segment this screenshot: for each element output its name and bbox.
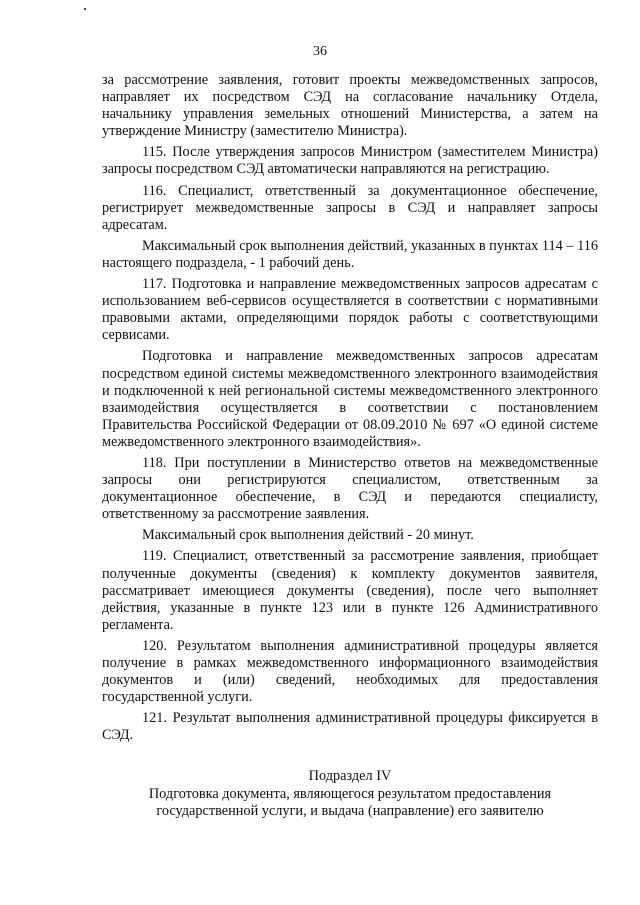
- paragraph-117-continued: Подготовка и направление межведомственных запросов адресатам посредством единой системы межведомственного электронного взаимодействия и подключенной к ней региональной системы межведомственного электронного взаимодействия осуществляется в соответствии с постановлением Правительства Российской Федерации от 08.09.2010 № 697 «О единой системе межведомственного электронного взаимодействия».: [102, 348, 598, 450]
- section-title-line-2: государственной услуги, и выдача (направление) его заявителю: [156, 803, 544, 819]
- scan-speck: [84, 8, 86, 10]
- paragraph-117: 117. Подготовка и направление межведомственных запросов адресатам с использованием веб-сервисов осуществляется в соответствии с нормативными правовыми актами, определяющими порядок работы с соответствующими сервисами.: [102, 276, 598, 344]
- page-number: 36: [313, 44, 327, 59]
- paragraph-115: 115. После утверждения запросов Министром (заместителем Министра) запросы посредством СЭД автоматически направляются на регистрацию.: [102, 144, 598, 178]
- section-title-line-1: Подготовка документа, являющегося результатом предоставления: [148, 785, 552, 802]
- paragraph-deadline-114-116: Максимальный срок выполнения действий, указанных в пунктах 114 – 116 настоящего подраздела, - 1 рабочий день.: [102, 237, 598, 271]
- paragraph-120: 120. Результатом выполнения административной процедуры является получение в рамках межведомственного информационного взаимодействия документов и (или) сведений, необходимых для предоставления государственной услуги.: [102, 637, 598, 706]
- document-body: [102, 72, 598, 748]
- section-heading-block: [102, 768, 598, 821]
- section-heading: Подраздел IV: [308, 768, 392, 784]
- paragraph-121: 121. Результат выполнения административной процедуры фиксируется в СЭД.: [102, 710, 598, 744]
- paragraph-116: 116. Специалист, ответственный за документационное обеспечение, регистрирует межведомственные запросы в СЭД и направляет запросы адресатам.: [102, 182, 598, 233]
- paragraph-deadline-20-min: Максимальный срок выполнения действий - 20 минут.: [142, 527, 474, 544]
- paragraph-119: 119. Специалист, ответственный за рассмотрение заявления, приобщает полученные документы (сведения) к комплекту документов заявителя, рассматривает имеющиеся документы (сведения), после чего выполняет действия, указанные в пункте 123 или в пункте 126 Административного регламента.: [102, 548, 598, 633]
- paragraph-118: 118. При поступлении в Министерство ответов на межведомственные запросы они регистрируются специалистом, ответственным за документационное обеспечение, в СЭД и передаются специалисту, ответственному за рассмотрение заявления.: [102, 454, 598, 523]
- paragraph: за рассмотрение заявления, готовит проекты межведомственных запросов, направляет их посредством СЭД на согласование начальнику Отдела, начальнику управления земельных отношений Министерства, а затем на утверждение Министру (заместителю Министра).: [102, 72, 598, 140]
